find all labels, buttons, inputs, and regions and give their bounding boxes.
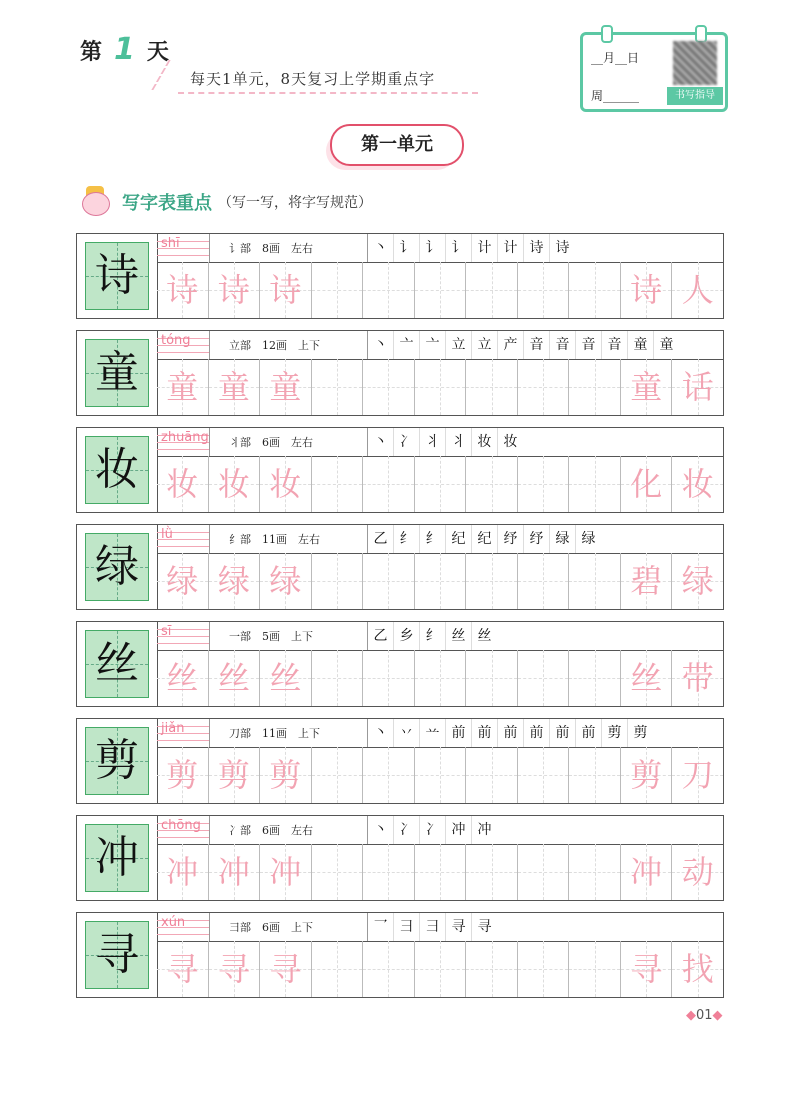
stroke-step: 童 <box>653 331 679 359</box>
practice-cell[interactable] <box>568 650 620 706</box>
pinyin-box <box>157 622 210 650</box>
radical-strokes-structure: 丬部 6画 左右 <box>229 436 313 449</box>
tian-grid <box>85 242 149 310</box>
slogan-underline <box>178 92 478 94</box>
practice-cell[interactable] <box>311 844 363 900</box>
practice-cell[interactable]: 妆 <box>671 456 723 512</box>
practice-cell[interactable]: 童 <box>208 359 260 415</box>
practice-cell[interactable] <box>568 747 620 803</box>
stroke-step: 纟 <box>393 525 419 553</box>
practice-cell[interactable] <box>362 262 414 318</box>
practice-cell[interactable]: 妆 <box>259 456 311 512</box>
practice-row <box>76 524 724 610</box>
practice-grid <box>157 553 723 609</box>
practice-cell[interactable] <box>362 359 414 415</box>
stroke-step: 前 <box>471 719 497 747</box>
stroke-step: 纟 <box>419 622 445 650</box>
day-prefix: 第 <box>80 39 105 65</box>
practice-cell[interactable] <box>517 262 569 318</box>
stroke-step: 冫 <box>419 816 445 844</box>
section-header <box>78 186 372 218</box>
practice-cell[interactable] <box>362 650 414 706</box>
week-field[interactable]: 周______ <box>591 89 640 103</box>
tian-grid <box>85 339 149 407</box>
stroke-step: 诗 <box>549 234 575 262</box>
stroke-step: 冲 <box>471 816 497 844</box>
main-char-box <box>77 816 158 900</box>
stroke-step: 丶 <box>367 234 393 262</box>
practice-cell[interactable] <box>465 456 517 512</box>
stroke-step: 立 <box>471 331 497 359</box>
practice-cell[interactable]: 丝 <box>157 650 208 706</box>
main-char-box <box>77 913 158 997</box>
practice-cell[interactable]: 冲 <box>620 844 672 900</box>
practice-grid <box>157 650 723 706</box>
radical-strokes-structure: 冫部 6画 左右 <box>229 824 313 837</box>
pinyin-box <box>157 525 210 553</box>
practice-cell[interactable]: 动 <box>671 844 723 900</box>
practice-cell[interactable]: 冲 <box>208 844 260 900</box>
stroke-step: 冫 <box>393 816 419 844</box>
main-char: 妆 <box>95 444 139 495</box>
main-char-box <box>77 719 158 803</box>
practice-cell[interactable] <box>414 747 466 803</box>
practice-cell[interactable]: 丝 <box>620 650 672 706</box>
radical-strokes-structure: 一部 5画 上下 <box>229 630 313 643</box>
char-info <box>157 525 723 554</box>
pinyin: jiǎn <box>161 721 185 736</box>
stroke-step: 妆 <box>497 428 523 456</box>
practice-cell[interactable] <box>465 941 517 997</box>
stroke-step: 绿 <box>549 525 575 553</box>
tian-grid <box>85 436 149 504</box>
stroke-step: 剪 <box>627 719 653 747</box>
main-char-box <box>77 622 158 706</box>
practice-cell[interactable] <box>465 262 517 318</box>
pinyin-box <box>157 816 210 844</box>
main-char-box <box>77 331 158 415</box>
practice-cell[interactable] <box>568 844 620 900</box>
stroke-step: 丬 <box>419 428 445 456</box>
practice-cell[interactable] <box>311 650 363 706</box>
pinyin: shī <box>161 236 180 251</box>
radical-strokes-structure: 彐部 6画 上下 <box>229 921 313 934</box>
practice-cell[interactable] <box>414 941 466 997</box>
practice-cell[interactable]: 寻 <box>157 941 208 997</box>
practice-row <box>76 621 724 707</box>
char-info <box>157 331 723 360</box>
stroke-step: 䒑 <box>419 719 445 747</box>
stroke-step: 讠 <box>393 234 419 262</box>
practice-cell[interactable]: 带 <box>671 650 723 706</box>
stroke-step: 乙 <box>367 525 393 553</box>
practice-cell[interactable] <box>311 941 363 997</box>
stroke-step: 丶 <box>367 428 393 456</box>
practice-cell[interactable] <box>311 359 363 415</box>
practice-cell[interactable] <box>414 456 466 512</box>
practice-cell[interactable]: 化 <box>620 456 672 512</box>
practice-cell[interactable] <box>465 553 517 609</box>
stroke-step: 纾 <box>523 525 549 553</box>
main-char-box <box>77 234 158 318</box>
practice-cell[interactable] <box>414 553 466 609</box>
stroke-step: 讠 <box>445 234 471 262</box>
practice-cell[interactable] <box>517 359 569 415</box>
practice-cell[interactable]: 绿 <box>259 553 311 609</box>
stroke-step: 计 <box>471 234 497 262</box>
stroke-step: 计 <box>497 234 523 262</box>
practice-cell[interactable]: 妆 <box>157 456 208 512</box>
section-subtitle: （写一写，将字写规范） <box>218 195 372 211</box>
practice-cell[interactable]: 童 <box>620 359 672 415</box>
stroke-step: 剪 <box>601 719 627 747</box>
practice-row <box>76 427 724 513</box>
practice-cell[interactable] <box>568 456 620 512</box>
stroke-step: 立 <box>445 331 471 359</box>
tian-grid <box>85 533 149 601</box>
pinyin-box <box>157 719 210 747</box>
stroke-order <box>367 234 575 262</box>
radical-strokes-structure: 立部 12画 上下 <box>229 339 320 352</box>
stroke-order <box>367 719 653 747</box>
practice-cell[interactable] <box>414 650 466 706</box>
stroke-step: 产 <box>497 331 523 359</box>
radical-strokes-structure: 纟部 11画 左右 <box>229 533 320 546</box>
practice-cell[interactable] <box>517 456 569 512</box>
practice-cell[interactable]: 诗 <box>157 262 208 318</box>
main-char-box <box>77 428 158 512</box>
tian-grid <box>85 727 149 795</box>
practice-cell[interactable] <box>414 844 466 900</box>
stroke-step: 纾 <box>497 525 523 553</box>
main-char: 诗 <box>95 250 139 301</box>
stroke-step: 彐 <box>419 913 445 941</box>
main-char: 剪 <box>95 735 139 786</box>
practice-cell[interactable]: 剪 <box>157 747 208 803</box>
stroke-step: 冫 <box>393 428 419 456</box>
char-info <box>157 719 723 748</box>
stroke-step: 乙 <box>367 622 393 650</box>
unit-title: 第一单元 <box>330 124 464 166</box>
practice-cell[interactable]: 诗 <box>620 262 672 318</box>
stroke-step: 前 <box>445 719 471 747</box>
stroke-step: 童 <box>627 331 653 359</box>
stroke-step: 丬 <box>445 428 471 456</box>
stroke-step: 妆 <box>471 428 497 456</box>
radical-strokes-structure: 刀部 11画 上下 <box>229 727 320 740</box>
stroke-step: 丝 <box>445 622 471 650</box>
practice-cell[interactable] <box>311 262 363 318</box>
practice-cell[interactable] <box>414 359 466 415</box>
pinyin: chōng <box>161 818 201 833</box>
stroke-step: 丷 <box>393 719 419 747</box>
practice-cell[interactable] <box>517 553 569 609</box>
char-info <box>157 816 723 845</box>
pinyin: zhuāng <box>161 430 209 445</box>
ring-icon <box>601 25 613 43</box>
page-number: ◆01◆ <box>686 1008 723 1023</box>
pinyin-box <box>157 428 210 456</box>
stroke-step: 诗 <box>523 234 549 262</box>
practice-cell[interactable] <box>465 844 517 900</box>
tian-grid <box>85 824 149 892</box>
date-card <box>580 32 728 112</box>
stroke-order <box>367 525 601 553</box>
main-char: 寻 <box>95 929 139 980</box>
stroke-step: 纪 <box>471 525 497 553</box>
practice-cell[interactable]: 绿 <box>671 553 723 609</box>
stroke-step: 丝 <box>471 622 497 650</box>
practice-cell[interactable] <box>465 650 517 706</box>
practice-cell[interactable]: 剪 <box>259 747 311 803</box>
pinyin: tóng <box>161 333 191 348</box>
stroke-step: 乛 <box>367 913 393 941</box>
mascot-icon <box>78 186 116 218</box>
practice-cell[interactable] <box>568 553 620 609</box>
practice-cell[interactable]: 诗 <box>259 262 311 318</box>
practice-cell[interactable] <box>414 262 466 318</box>
stroke-step: 纟 <box>419 525 445 553</box>
main-char: 绿 <box>95 541 139 592</box>
practice-row <box>76 912 724 998</box>
practice-grid <box>157 359 723 415</box>
practice-row <box>76 330 724 416</box>
practice-cell[interactable] <box>311 456 363 512</box>
stroke-step: 冲 <box>445 816 471 844</box>
practice-cell[interactable] <box>568 941 620 997</box>
practice-cell[interactable] <box>362 941 414 997</box>
radical-strokes-structure: 讠部 8画 左右 <box>229 242 313 255</box>
practice-cell[interactable]: 诗 <box>208 262 260 318</box>
practice-cell[interactable]: 童 <box>259 359 311 415</box>
practice-cell[interactable] <box>465 747 517 803</box>
stroke-step: 音 <box>549 331 575 359</box>
day-number: 1 <box>114 32 137 67</box>
date-field[interactable]: __月__日 <box>591 51 640 65</box>
slogan: 每天1单元，8天复习上学期重点字 <box>190 70 436 88</box>
main-char: 丝 <box>95 638 139 689</box>
practice-cell[interactable]: 绿 <box>208 553 260 609</box>
practice-cell[interactable]: 人 <box>671 262 723 318</box>
practice-rows <box>76 233 724 1009</box>
practice-cell[interactable] <box>517 650 569 706</box>
stroke-step: 寻 <box>445 913 471 941</box>
practice-cell[interactable] <box>568 359 620 415</box>
stroke-step: 寻 <box>471 913 497 941</box>
stroke-order <box>367 816 497 844</box>
stroke-step: 彐 <box>393 913 419 941</box>
practice-cell[interactable] <box>362 747 414 803</box>
section-title: 写字表重点 <box>122 193 212 214</box>
stroke-step: 音 <box>601 331 627 359</box>
char-info <box>157 234 723 263</box>
stroke-step: 乡 <box>393 622 419 650</box>
stroke-step: 音 <box>523 331 549 359</box>
page-number-value: 01 <box>696 1008 713 1023</box>
practice-grid <box>157 941 723 997</box>
practice-cell[interactable]: 冲 <box>259 844 311 900</box>
practice-cell[interactable] <box>517 844 569 900</box>
pinyin-box <box>157 913 210 941</box>
stroke-order <box>367 913 497 941</box>
practice-cell[interactable] <box>362 456 414 512</box>
practice-cell[interactable]: 童 <box>157 359 208 415</box>
qr-code[interactable] <box>673 41 717 85</box>
pinyin-box <box>157 234 210 262</box>
practice-cell[interactable]: 冲 <box>157 844 208 900</box>
pinyin-box <box>157 331 210 359</box>
stroke-step: 丶 <box>367 719 393 747</box>
practice-cell[interactable] <box>311 747 363 803</box>
practice-grid <box>157 262 723 318</box>
practice-cell[interactable]: 碧 <box>620 553 672 609</box>
practice-row <box>76 718 724 804</box>
stroke-order <box>367 428 523 456</box>
stroke-step: 丶 <box>367 816 393 844</box>
practice-cell[interactable]: 丝 <box>208 650 260 706</box>
practice-cell[interactable] <box>517 941 569 997</box>
practice-cell[interactable] <box>517 747 569 803</box>
main-char: 童 <box>95 347 139 398</box>
practice-cell[interactable]: 丝 <box>259 650 311 706</box>
stroke-step: 前 <box>523 719 549 747</box>
practice-cell[interactable] <box>362 844 414 900</box>
stroke-step: 前 <box>549 719 575 747</box>
practice-grid <box>157 844 723 900</box>
stroke-step: 讠 <box>419 234 445 262</box>
tian-grid <box>85 630 149 698</box>
stroke-step: 丶 <box>367 331 393 359</box>
char-info <box>157 913 723 942</box>
practice-cell[interactable]: 刀 <box>671 747 723 803</box>
stroke-step: 绿 <box>575 525 601 553</box>
stroke-step: 纪 <box>445 525 471 553</box>
stroke-step: 亠 <box>393 331 419 359</box>
practice-cell[interactable]: 妆 <box>208 456 260 512</box>
pinyin: xún <box>161 915 186 930</box>
tian-grid <box>85 921 149 989</box>
practice-grid <box>157 747 723 803</box>
practice-row <box>76 815 724 901</box>
stroke-step: 前 <box>497 719 523 747</box>
practice-cell[interactable]: 寻 <box>208 941 260 997</box>
day-suffix: 天 <box>146 39 171 65</box>
practice-row <box>76 233 724 319</box>
practice-cell[interactable]: 绿 <box>157 553 208 609</box>
practice-cell[interactable]: 剪 <box>208 747 260 803</box>
char-info <box>157 622 723 651</box>
main-char: 冲 <box>95 832 139 883</box>
stroke-order <box>367 331 679 359</box>
char-info <box>157 428 723 457</box>
writing-guide-button[interactable]: 书写指导 <box>667 87 723 105</box>
stroke-step: 前 <box>575 719 601 747</box>
stroke-step: 亠 <box>419 331 445 359</box>
practice-cell[interactable] <box>362 553 414 609</box>
practice-cell[interactable]: 话 <box>671 359 723 415</box>
pinyin: lǜ <box>161 527 173 542</box>
practice-cell[interactable]: 剪 <box>620 747 672 803</box>
practice-cell[interactable]: 寻 <box>620 941 672 997</box>
practice-grid <box>157 456 723 512</box>
stroke-step: 音 <box>575 331 601 359</box>
practice-cell[interactable]: 找 <box>671 941 723 997</box>
practice-cell[interactable] <box>465 359 517 415</box>
practice-cell[interactable] <box>568 262 620 318</box>
main-char-box <box>77 525 158 609</box>
pinyin: sī <box>161 624 172 639</box>
day-title <box>80 32 171 67</box>
practice-cell[interactable] <box>311 553 363 609</box>
practice-cell[interactable]: 寻 <box>259 941 311 997</box>
stroke-order <box>367 622 497 650</box>
